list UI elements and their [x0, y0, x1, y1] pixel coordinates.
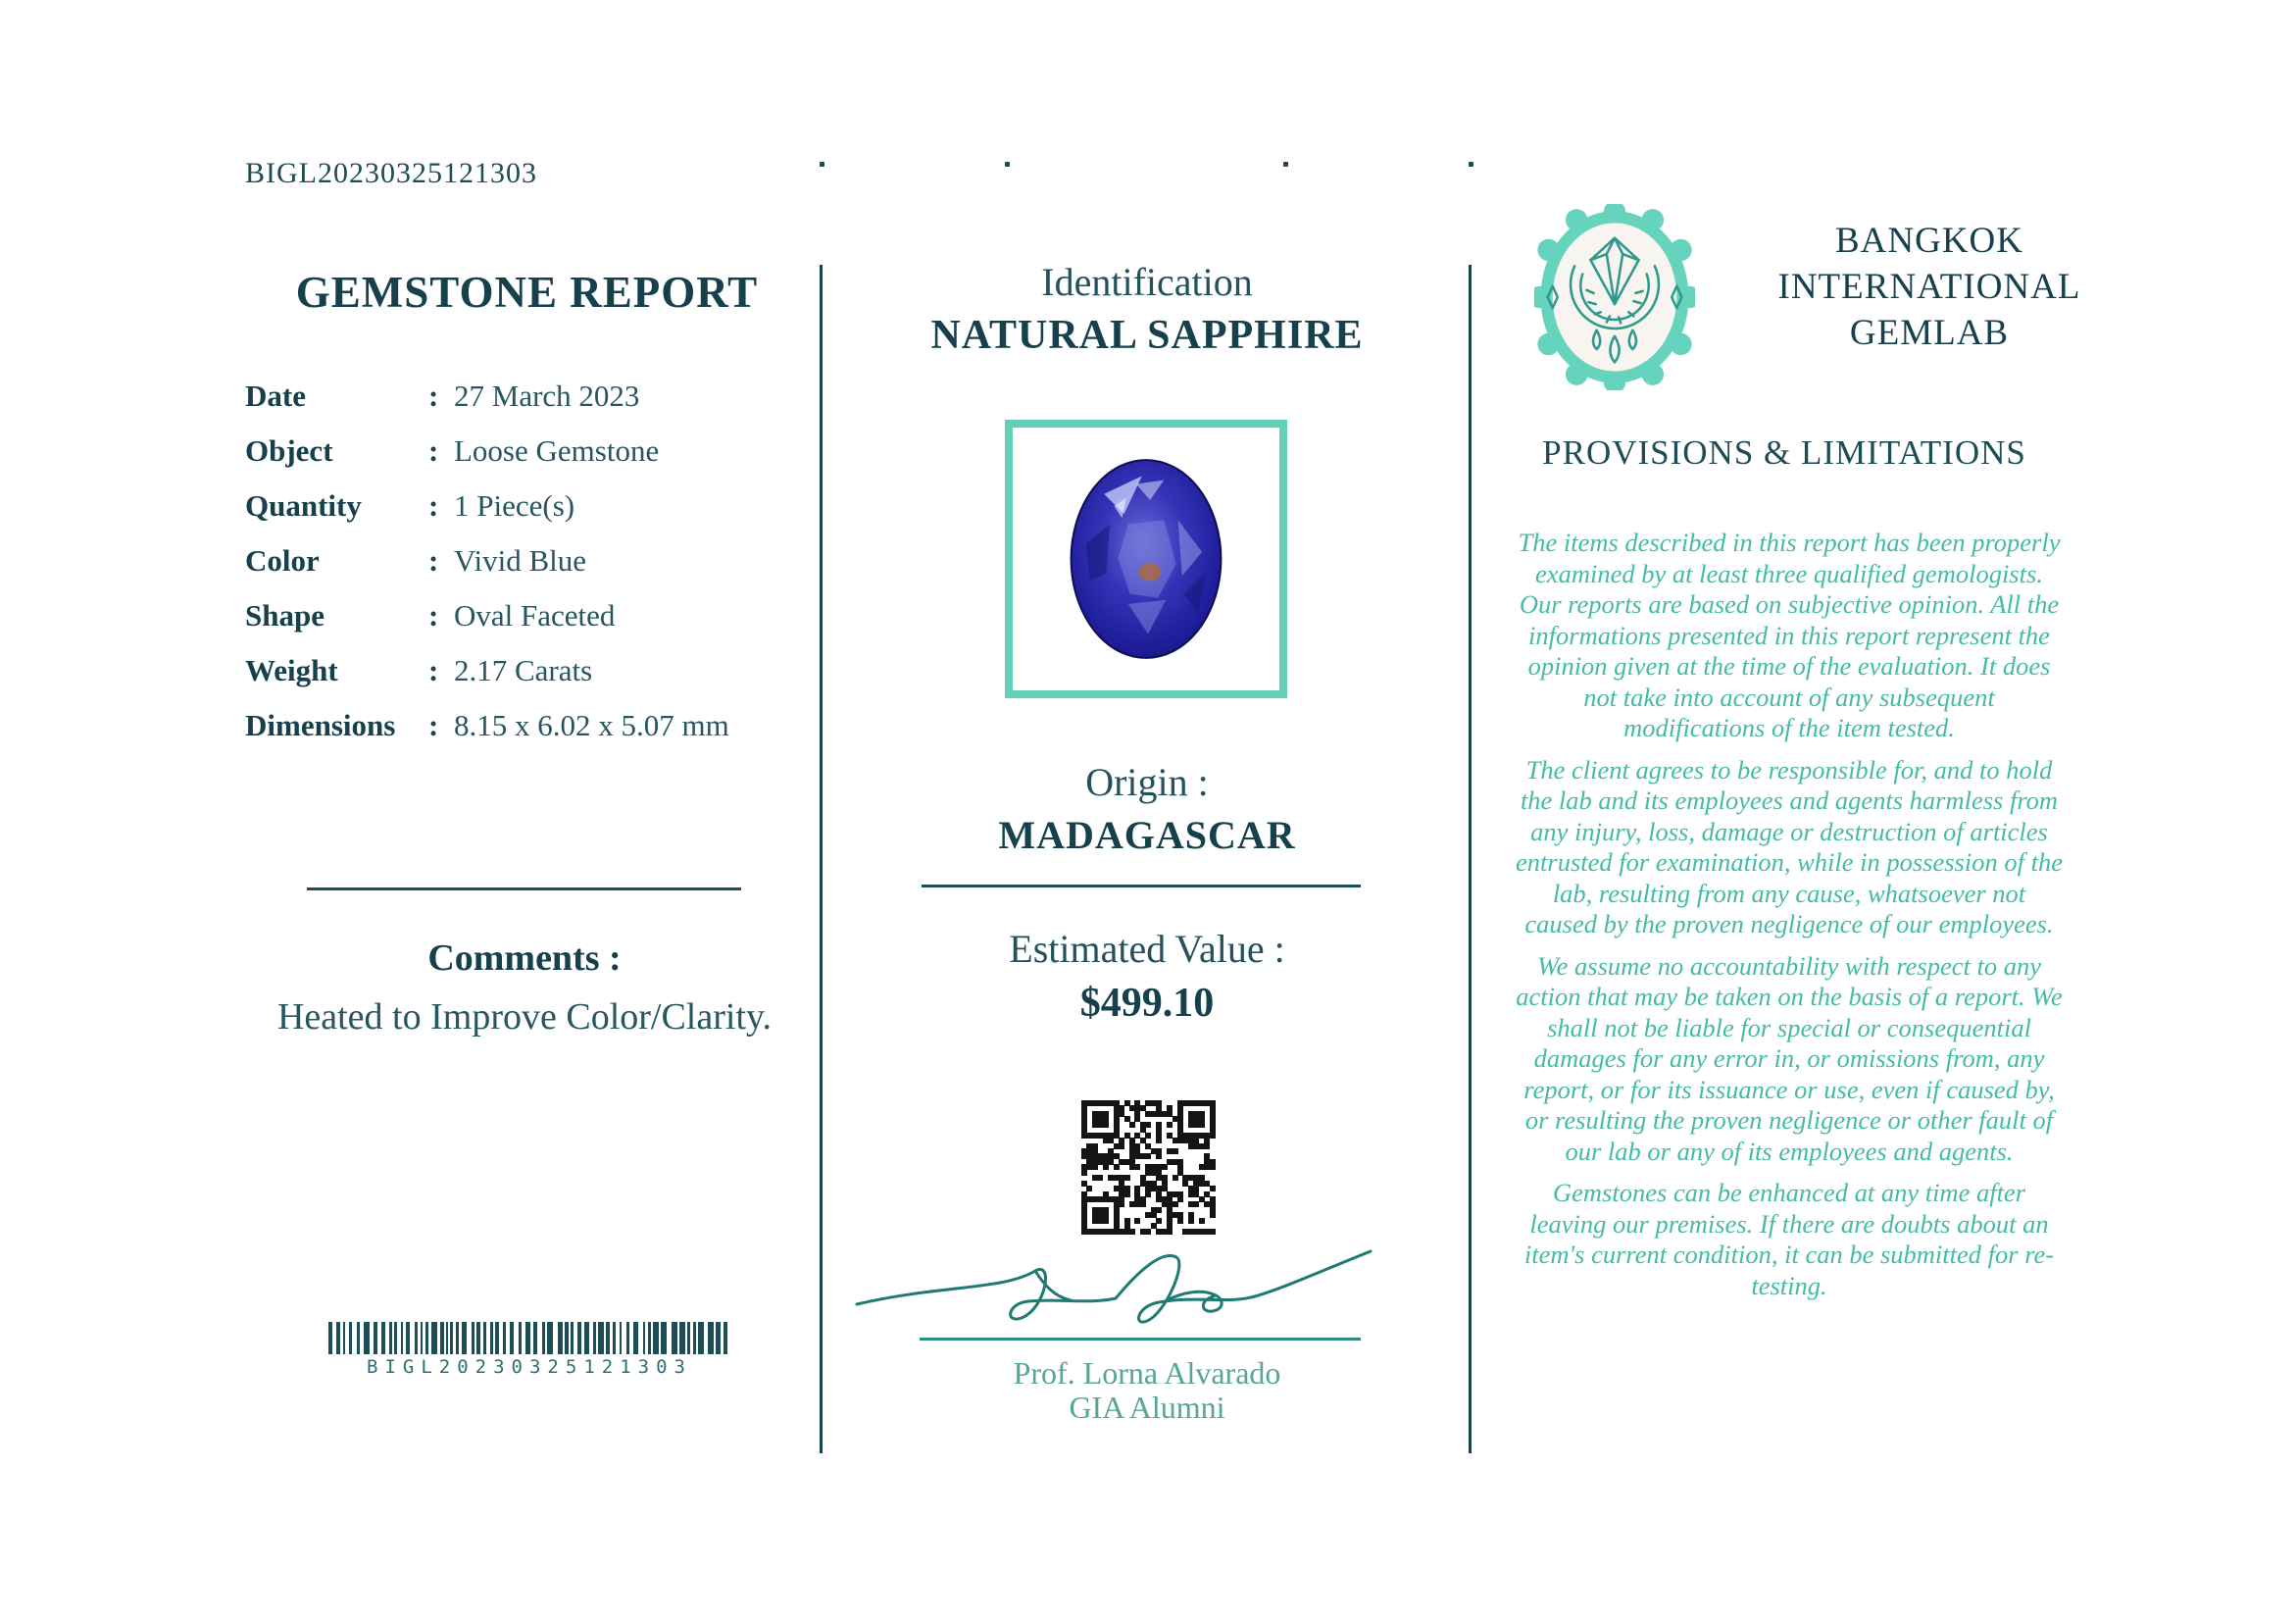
field-separator: : [428, 433, 439, 468]
lab-name-line: INTERNATIONAL [1777, 267, 2081, 307]
field-value: Vivid Blue [454, 543, 587, 578]
field-value: 2.17 Carats [454, 653, 593, 687]
provisions-paragraph: The items described in this report has been properly examined by at least three qualified gemologists. Our reports are based on subjective opinion. All the informations presented in this report represent the opinion given at the time of the evaluation. It does not take into account of any subsequent modifications of the item tested. [1518, 528, 2061, 742]
field-label: Dimensions [245, 708, 396, 742]
provisions-paragraph: Gemstones can be enhanced at any time after leaving our premises. If there are doubts about an item's current condition, it can be submitted for re-testing. [1523, 1178, 2055, 1300]
provisions-title: PROVISIONS & LIMITATIONS [1542, 433, 2026, 472]
comments-text: Heated to Improve Color/Clarity. [276, 996, 773, 1038]
registration-dot [1283, 162, 1288, 167]
comments-divider [307, 887, 741, 890]
registration-dot [820, 162, 824, 167]
gem-photo-frame [1005, 420, 1287, 698]
lab-name-line: BANGKOK [1835, 221, 2023, 261]
gem-photo [1066, 454, 1226, 664]
column-divider-right [1469, 265, 1472, 1453]
lab-name-line: GEMLAB [1849, 313, 2010, 353]
field-row-shape [245, 588, 804, 643]
comments-label: Comments : [427, 937, 622, 979]
field-label: Color [245, 543, 320, 578]
field-value: 1 Piece(s) [454, 488, 575, 523]
field-separator: : [428, 653, 439, 687]
estimated-value-label: Estimated Value : [1009, 927, 1285, 971]
field-label: Quantity [245, 488, 362, 523]
column-divider-left [820, 265, 823, 1453]
registration-dot [1005, 162, 1010, 167]
lab-name [1725, 218, 2133, 356]
signature-strokes-icon [853, 1243, 1382, 1342]
signature-underline [920, 1338, 1361, 1341]
lab-seal-icon [1534, 204, 1695, 390]
field-label: Shape [245, 598, 324, 633]
registration-dot [1469, 162, 1473, 167]
signatory-name: Prof. Lorna Alvarado [1013, 1355, 1281, 1391]
signature [853, 1243, 1382, 1342]
qr-code [1081, 1100, 1215, 1234]
field-row-weight [245, 643, 804, 698]
report-title: GEMSTONE REPORT [295, 268, 759, 317]
value-divider [922, 885, 1361, 887]
field-separator: : [428, 708, 439, 742]
estimated-value-amount: $499.10 [1079, 981, 1215, 1026]
signatory-title: GIA Alumni [1069, 1390, 1225, 1425]
field-row-quantity [245, 479, 804, 533]
provisions-paragraphs [1515, 528, 2064, 1312]
field-value: 27 March 2023 [454, 379, 640, 413]
barcode [328, 1322, 730, 1378]
field-row-color [245, 533, 804, 588]
identification-label: Identification [1041, 260, 1253, 304]
field-value: Loose Gemstone [454, 433, 660, 468]
field-separator: : [428, 488, 439, 523]
field-label: Object [245, 433, 333, 468]
origin-label: Origin : [1085, 760, 1209, 804]
field-separator: : [428, 598, 439, 633]
field-row-object [245, 424, 804, 479]
field-label: Weight [245, 653, 338, 687]
barcode-bars [328, 1322, 730, 1354]
field-label: Date [245, 379, 306, 413]
field-row-dimensions [245, 698, 804, 753]
field-separator: : [428, 543, 439, 578]
gem-details-list [245, 369, 804, 753]
report-id: BIGL20230325121303 [245, 157, 537, 189]
field-row-date [245, 369, 804, 424]
field-value: Oval Faceted [454, 598, 616, 633]
field-value: 8.15 x 6.02 x 5.07 mm [454, 708, 729, 742]
field-separator: : [428, 379, 439, 413]
provisions-paragraph: The client agrees to be responsible for, and to hold the lab and its employees and agents harmless from any injury, loss, damage or destruction of articles entrusted for examination, while in possession of the lab, resulting from any cause, whatsoever not caused by the proven negligence of our employees. [1516, 754, 2063, 938]
provisions-paragraph: We assume no accountability with respect to any action that may be taken on the basis of a report. We shall not be liable for special or consequential damages for any error in, or omissions from, any report, or for its issuance or use, even if caused by, or resulting the proven negligence or other fault of our lab or any of its employees and agents. [1516, 950, 2063, 1166]
origin-value: MADAGASCAR [998, 813, 1296, 857]
identification-value: NATURAL SAPPHIRE [930, 313, 1364, 358]
barcode-text: BIGL20230325121303 [367, 1356, 692, 1378]
